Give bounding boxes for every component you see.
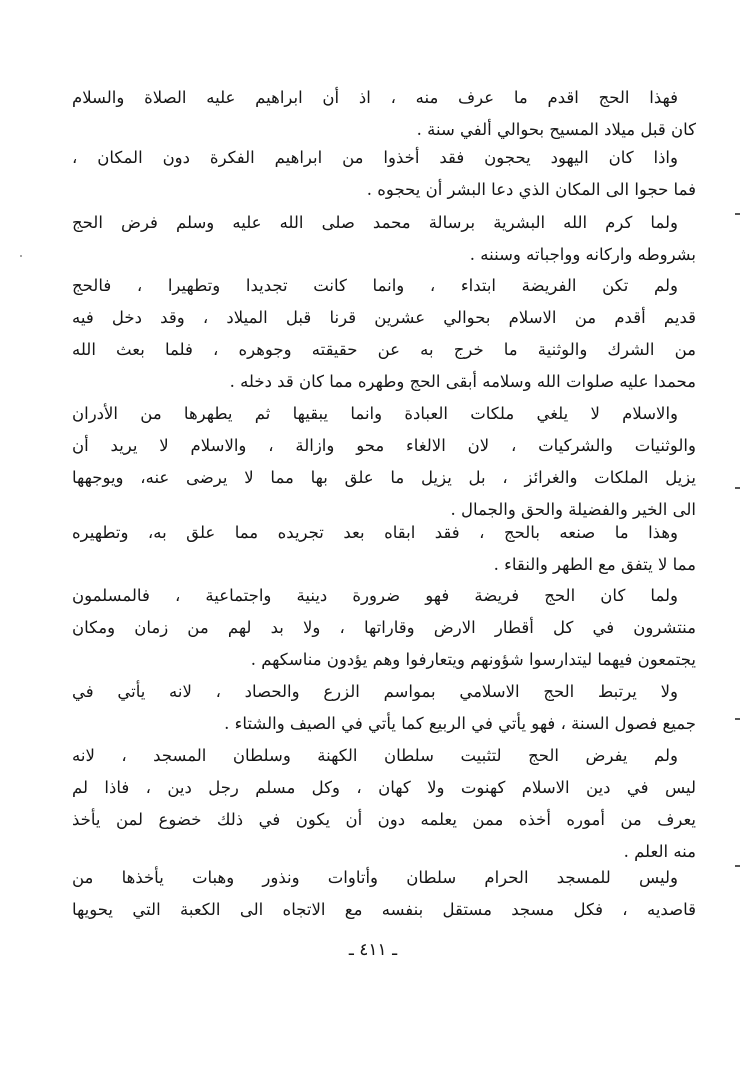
text-line: ولما كان الحج فريضة فهو ضرورة دينية واجتماعية ، فالمسلمون [72,586,678,605]
text-line: من الشرك والوثنية ما خرج به عن حقيقته وجوهره ، فلما بعث الله [72,340,696,359]
margin-mark [735,487,740,489]
paragraph-9 [72,740,696,868]
text-line: واذا كان اليهود يحجون فقد أخذوا من ابراهيم الفكرة دون المكان ، [72,148,678,167]
scan-speck [20,255,22,257]
text-line: جميع فصول السنة ، فهو يأتي في الربيع كما يأتي في الصيف والشتاء . [224,714,696,733]
text-line: ولا يرتبط الحج الاسلامي بمواسم الزرع والحصاد ، لانه يأتي في [72,682,678,701]
text-line: فهذا الحج اقدم ما عرف منه ، اذ أن ابراهيم عليه الصلاة والسلام [72,88,678,107]
page-number: ـ ٤١١ ـ [348,940,398,960]
paragraph-6 [72,517,696,581]
text-line: ليس في دين الاسلام كهنوت ولا كهان ، وكل مسلم رجل دين ، فاذا لم [72,778,696,797]
margin-mark [735,865,740,867]
margin-mark [735,718,740,720]
text-line: والاسلام لا يلغي ملكات العبادة وانما يبقيها ثم يطهرها من الأدران [72,404,678,423]
text-line: كان قبل ميلاد المسيح بحوالي ألفي سنة . [416,120,696,139]
text-line: بشروطه واركانه وواجباته وسننه . [469,245,696,264]
text-line: ولم يفرض الحج لتثبيت سلطان الكهنة وسلطان المسجد ، لانه [72,746,678,765]
paragraph-5 [72,398,696,526]
text-line: يزيل الملكات والغرائز ، بل يزيل ما علق بها مما لا يرضى عنه، ويوجهها [72,468,696,487]
paragraph-8 [72,676,696,740]
paragraph-7 [72,580,696,676]
text-line: والوثنيات والشركيات ، لان الالغاء محو وازالة ، والاسلام لا يريد أن [72,436,696,455]
paragraph-10 [72,862,696,926]
text-line: يعرف من أموره أخذه ممن يعلمه دون أن يكون في ذلك خضوع لمن يأخذ [72,810,696,829]
text-line: منتشرون في كل أقطار الارض وقاراتها ، ولا بد لهم من زمان ومكان [72,618,696,637]
paragraph-3 [72,207,696,271]
text-line: منه العلم . [623,842,696,861]
text-line: مما لا يتفق مع الطهر والنقاء . [493,555,696,574]
paragraph-4 [72,270,696,398]
text-line: ولما كرم الله البشرية برسالة محمد صلى الله عليه وسلم فرض الحج [72,213,678,232]
text-line: فما حجوا الى المكان الذي دعا البشر أن يحجوه . [366,180,696,199]
paragraph-1 [72,82,696,146]
margin-mark [735,213,740,215]
text-line: وليس للمسجد الحرام سلطان وأتاوات ونذور وهبات يأخذها من [72,868,678,887]
text-line: قديم أقدم من الاسلام بحوالي عشرين قرنا قبل الميلاد ، وقد دخل فيه [72,308,696,327]
text-line: محمدا عليه صلوات الله وسلامه أبقى الحج وطهره مما كان قد دخله . [229,372,696,391]
text-line: الى الخير والفضيلة والحق والجمال . [450,500,696,519]
paragraph-2 [72,142,696,206]
text-line: وهذا ما صنعه بالحج ، فقد ابقاه بعد تجريده مما علق به، وتطهيره [72,523,678,542]
text-line: ولم تكن الفريضة ابتداء ، وانما كانت تجديدا وتطهيرا ، فالحج [72,276,678,295]
text-line: قاصديه ، فكل مسجد مستقل بنفسه مع الاتجاه الى الكعبة التي يحويها [72,900,696,919]
text-line: يجتمعون فيهما ليتدارسوا شؤونهم ويتعارفوا وهم يؤدون مناسكهم . [250,650,696,669]
